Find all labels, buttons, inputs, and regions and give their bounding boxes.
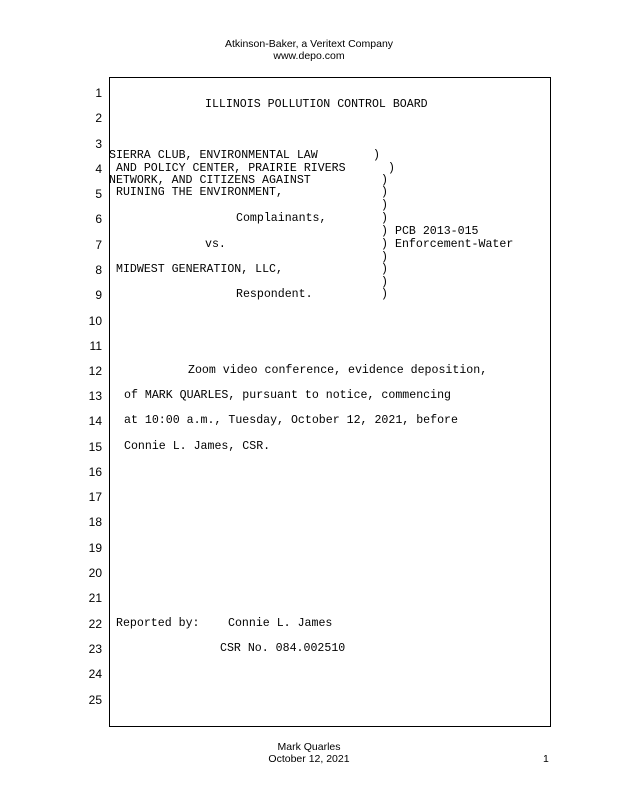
line-number: 17 [88,490,102,504]
respondent-label: Respondent. [236,288,313,301]
line-number: 11 [89,339,102,353]
caption-paren: ) [381,174,388,187]
caption-paren: ) [381,263,388,276]
line-number: 2 [95,111,102,125]
line-number: 15 [88,440,102,454]
caption-paren: ) [381,288,388,301]
line-number: 22 [88,617,102,631]
page-number: 1 [543,753,549,765]
line-number: 10 [88,314,102,328]
party-line-2: AND POLICY CENTER, PRAIRIE RIVERS [116,162,346,175]
case-type: Enforcement-Water [395,238,514,251]
footer-witness: Mark Quarles [277,741,341,753]
line-number: 20 [88,566,102,580]
party-line-4: RUINING THE ENVIRONMENT, [116,186,283,199]
line-number: 13 [88,389,102,403]
caption-paren: ) [373,149,380,162]
versus-label: vs. [205,238,226,251]
body-line-15: Connie L. James, CSR. [124,440,271,453]
line-number: 24 [88,667,102,681]
caption-paren: ) [381,199,388,212]
body-line-13: of MARK QUARLES, pursuant to notice, commencing [124,389,451,402]
defendant-name: MIDWEST GENERATION, LLC, [116,263,283,276]
line-number: 14 [88,414,102,428]
reporter-csr: CSR No. 084.002510 [220,642,346,655]
reporter-name: Connie L. James [228,617,333,630]
line-number: 7 [95,238,102,252]
line-number: 6 [95,212,102,226]
case-number: PCB 2013-015 [395,225,479,238]
party-line-1: SIERRA CLUB, ENVIRONMENTAL LAW [109,149,318,162]
line-number: 21 [88,591,102,605]
body-line-12: Zoom video conference, evidence deposition, [188,364,488,377]
complainants-label: Complainants, [236,212,327,225]
line-number: 5 [95,187,102,201]
caption-paren: ) [381,212,388,225]
caption-paren: ) [381,186,388,199]
caption-paren: ) [388,162,395,175]
board-title: ILLINOIS POLLUTION CONTROL BOARD [205,98,428,111]
header-company: Atkinson-Baker, a Veritext Company [224,38,394,50]
line-number: 18 [88,515,102,529]
caption-paren: ) [381,238,388,251]
line-number: 8 [95,263,102,277]
line-number: 4 [95,162,102,176]
line-number: 9 [95,288,102,302]
line-number: 23 [88,642,102,656]
line-number: 1 [95,86,102,100]
header-website: www.depo.com [273,50,345,62]
caption-paren: ) [381,276,388,289]
line-number: 16 [88,465,102,479]
line-number: 25 [88,693,102,707]
body-line-14: at 10:00 a.m., Tuesday, October 12, 2021, before [124,414,458,427]
line-number: 12 [88,364,102,378]
caption-paren: ) [381,225,388,238]
caption-paren: ) [381,251,388,264]
party-line-3: NETWORK, AND CITIZENS AGAINST [109,174,311,187]
line-number: 19 [88,541,102,555]
footer-date: October 12, 2021 [268,753,350,765]
reporter-label: Reported by: [116,617,200,630]
line-number: 3 [95,137,102,151]
